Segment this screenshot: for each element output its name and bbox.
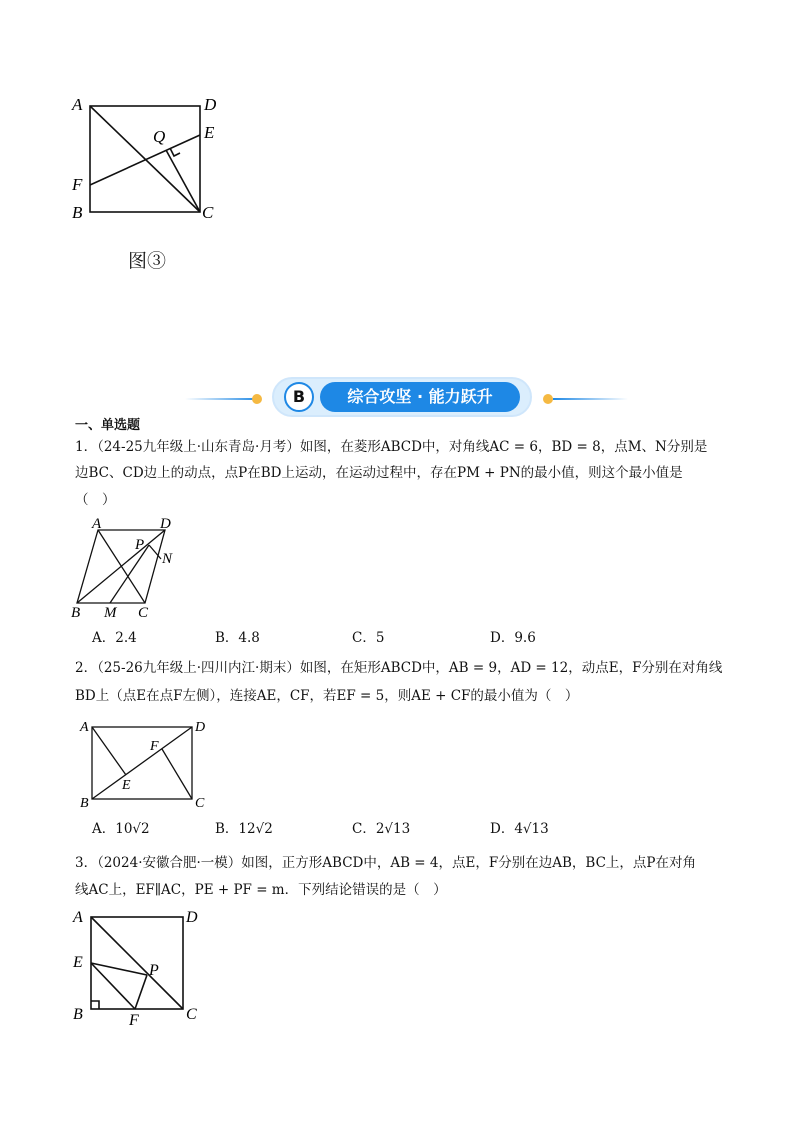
q2-option-d[interactable]: D．4√13 xyxy=(490,821,549,837)
q2-label-a: A xyxy=(80,720,89,735)
banner xyxy=(272,377,532,417)
q3-label-p: P xyxy=(149,962,159,979)
fig3-label-c: C xyxy=(202,203,214,222)
banner-dot-right xyxy=(543,394,553,404)
q1-label-n: N xyxy=(162,551,173,567)
fig3-label-q: Q xyxy=(153,127,166,146)
fig3-label-f: F xyxy=(72,175,83,194)
q3-line1: 3．（2024·安徽合肥·一模）如图，正方形ABCD中，AB = 4，点E，F分别在边AB，BC上，点P在对角 xyxy=(75,855,696,871)
q2-figure xyxy=(70,715,220,810)
fig3-label-e: E xyxy=(204,123,215,142)
q1-option-c[interactable]: C．5 xyxy=(352,630,385,646)
q2-label-f: F xyxy=(150,739,159,754)
q2-label-b: B xyxy=(80,796,89,810)
q1-label-p: P xyxy=(135,537,145,553)
q1-label-m: M xyxy=(104,605,117,620)
section-title: 一、单选题 xyxy=(75,418,141,433)
q2-option-c[interactable]: C．2√13 xyxy=(352,821,411,837)
fig3-label-b: B xyxy=(72,203,83,222)
q3-figure xyxy=(65,905,215,1030)
figure-3 xyxy=(60,90,240,230)
fig3-label-a: A xyxy=(72,95,83,114)
q3-label-c: C xyxy=(186,1006,197,1023)
q3-label-b: B xyxy=(73,1006,83,1023)
q1-line2: 边BC、CD边上的动点，点P在BD上运动，在运动过程中，存在PM + PN的最小值，则这个最小值是 xyxy=(75,465,683,481)
q2-line2: BD上（点E在点F左侧），连接AE，CF，若EF = 5，则AE + CF的最小值为（ ） xyxy=(75,688,579,704)
q1-label-c: C xyxy=(138,605,149,620)
q2-line1: 2．（25-26九年级上·四川内江·期末）如图，在矩形ABCD中，AB = 9，AD = 12，动点E，F分别在对角线 xyxy=(75,660,723,676)
banner-line-right xyxy=(553,398,628,400)
q1-option-a[interactable]: A．2.4 xyxy=(92,630,137,646)
q1-option-d[interactable]: D．9.6 xyxy=(490,630,536,646)
q3-label-a: A xyxy=(73,909,83,926)
q1-label-b: B xyxy=(71,605,81,620)
q2-option-a[interactable]: A．10√2 xyxy=(92,821,150,837)
q1-label-a: A xyxy=(92,516,102,532)
banner-letter-badge: B xyxy=(284,382,314,412)
q2-option-b[interactable]: B．12√2 xyxy=(215,821,273,837)
q1-figure xyxy=(65,515,195,620)
q1-option-b[interactable]: B．4.8 xyxy=(215,630,260,646)
q3-label-d: D xyxy=(186,909,198,926)
q1-line1: 1．（24-25九年级上·山东青岛·月考）如图，在菱形ABCD中，对角线AC = 6，BD = 8，点M、N分别是 xyxy=(75,439,708,455)
fig3-label-d: D xyxy=(204,95,217,114)
q2-label-c: C xyxy=(195,796,205,810)
q1-line3: （ ） xyxy=(75,492,116,508)
fig3-caption: 图③ xyxy=(128,250,167,272)
banner-dot-left xyxy=(252,394,262,404)
q3-label-e: E xyxy=(73,954,83,971)
q3-label-f: F xyxy=(129,1012,139,1029)
q1-label-d: D xyxy=(160,516,171,532)
q3-line2: 线AC上，EF∥AC，PE + PF = m．下列结论错误的是（ ） xyxy=(75,882,447,898)
banner-line-left xyxy=(185,398,260,400)
q2-label-d: D xyxy=(195,720,206,735)
q2-label-e: E xyxy=(122,778,131,793)
banner-title: 综合攻坚 · 能力跃升 xyxy=(320,382,520,412)
